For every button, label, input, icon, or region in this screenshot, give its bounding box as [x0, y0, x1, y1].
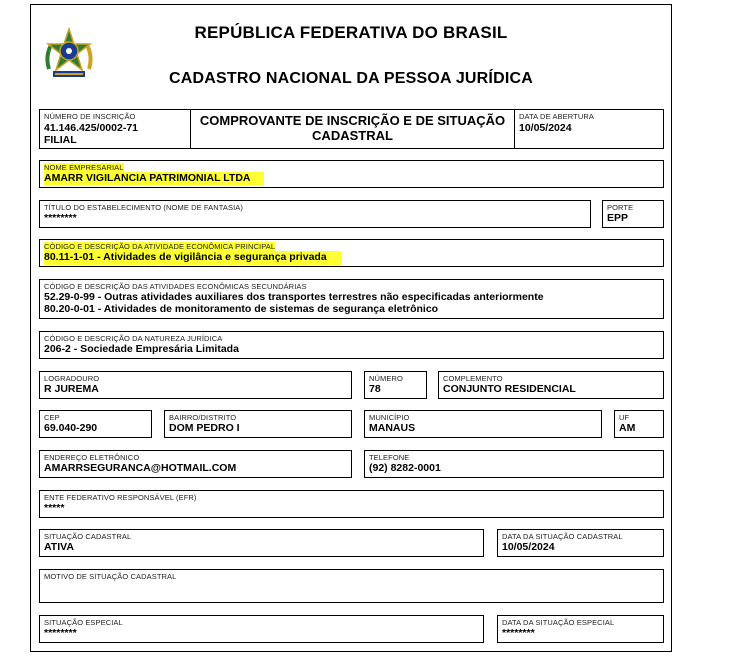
natureza-value: 206-2 - Sociedade Empresária Limitada	[44, 343, 239, 355]
cnpj-document	[30, 4, 672, 652]
comprovante-title	[191, 113, 514, 143]
data-situacao-value: 10/05/2024	[502, 541, 555, 553]
data-situacao-label: DATA DA SITUAÇÃO CADASTRAL	[502, 532, 623, 541]
municipio-box	[364, 410, 602, 438]
atividade-principal-value	[44, 251, 341, 263]
motivo-box	[39, 569, 664, 603]
data-situacao-especial-value: ********	[502, 627, 535, 639]
data-situacao-box	[497, 529, 664, 557]
uf-value: AM	[619, 422, 636, 434]
situacao-especial-box	[39, 615, 484, 643]
abertura-label: DATA DE ABERTURA	[519, 112, 594, 121]
atividade-principal-box	[39, 239, 664, 267]
comprovante-line-2: CADASTRAL	[312, 128, 393, 143]
porte-label: PORTE	[607, 203, 634, 212]
situacao-value: ATIVA	[44, 541, 74, 553]
inscricao-type: FILIAL	[44, 134, 77, 146]
cep-label: CEP	[44, 413, 60, 422]
municipio-value: MANAUS	[369, 422, 416, 434]
numero-value: 78	[369, 383, 381, 395]
telefone-value: (92) 8282-0001	[369, 462, 441, 474]
inscricao-number: 41.146.425/0002-71	[44, 122, 139, 134]
nome-empresarial-label: NOME EMPRESARIAL	[44, 163, 124, 172]
complemento-box	[438, 371, 664, 399]
atividade-secundaria-item: 52.29-0-99 - Outras atividades auxiliares dos transportes terrestres não especificadas anteriormente	[44, 291, 544, 303]
abertura-box	[514, 109, 664, 149]
nome-empresarial-value	[44, 172, 264, 184]
logradouro-label: LOGRADOURO	[44, 374, 100, 383]
bairro-label: BAIRRO/DISTRITO	[169, 413, 237, 422]
atividade-principal-label: CÓDIGO E DESCRIÇÃO DA ATIVIDADE ECONÔMICA PRINCIPAL	[44, 242, 276, 251]
comprovante-box	[190, 109, 515, 149]
telefone-box	[364, 450, 664, 478]
bairro-box	[164, 410, 352, 438]
inscricao-box	[39, 109, 191, 149]
data-situacao-especial-box	[497, 615, 664, 643]
comprovante-line-1: COMPROVANTE DE INSCRIÇÃO E DE SITUAÇÃO	[199, 113, 506, 128]
uf-box	[614, 410, 664, 438]
atividades-secundarias-box	[39, 279, 664, 319]
situacao-box	[39, 529, 484, 557]
registry-title: CADASTRO NACIONAL DA PESSOA JURÍDICA	[169, 70, 533, 87]
nome-empresarial-box	[39, 160, 664, 188]
efr-box	[39, 490, 664, 518]
atividade-secundaria-item: 80.20-0-01 - Atividades de monitoramento de sistemas de segurança eletrônico	[44, 303, 439, 315]
nome-empresarial-text: AMARR VIGILANCIA PATRIMONIAL LTDA	[44, 172, 264, 186]
titulo-box	[39, 200, 591, 228]
natureza-label: CÓDIGO E DESCRIÇÃO DA NATUREZA JURÍDICA	[44, 334, 223, 343]
complemento-value: CONJUNTO RESIDENCIAL	[443, 383, 576, 395]
titulo-value: ********	[44, 212, 77, 224]
numero-box	[364, 371, 427, 399]
uf-label: UF	[619, 413, 630, 422]
situacao-especial-label: SITUAÇÃO ESPECIAL	[44, 618, 123, 627]
email-value: AMARRSEGURANCA@HOTMAIL.COM	[44, 462, 237, 474]
bairro-value: DOM PEDRO I	[169, 422, 240, 434]
situacao-label: SITUAÇÃO CADASTRAL	[44, 532, 132, 541]
numero-label: NÚMERO	[369, 374, 403, 383]
porte-box	[602, 200, 664, 228]
municipio-label: MUNICÍPIO	[369, 413, 410, 422]
cep-box	[39, 410, 152, 438]
situacao-especial-value: ********	[44, 627, 77, 639]
telefone-label: TELEFONE	[369, 453, 410, 462]
natureza-box	[39, 331, 664, 359]
logradouro-box	[39, 371, 352, 399]
email-label: ENDEREÇO ELETRÔNICO	[44, 453, 140, 462]
efr-label: ENTE FEDERATIVO RESPONSÁVEL (EFR)	[44, 493, 197, 502]
email-box	[39, 450, 352, 478]
complemento-label: COMPLEMENTO	[443, 374, 503, 383]
data-situacao-especial-label: DATA DA SITUAÇÃO ESPECIAL	[502, 618, 615, 627]
cep-value: 69.040-290	[44, 422, 98, 434]
motivo-label: MOTIVO DE SITUAÇÃO CADASTRAL	[44, 572, 177, 581]
country-title: REPÚBLICA FEDERATIVA DO BRASIL	[194, 23, 508, 42]
titulo-label: TÍTULO DO ESTABELECIMENTO (NOME DE FANTASIA)	[44, 203, 244, 212]
atividade-principal-text: 80.11-1-01 - Atividades de vigilância e segurança privada	[44, 251, 341, 265]
inscricao-label: NÚMERO DE INSCRIÇÃO	[44, 112, 136, 121]
abertura-date: 10/05/2024	[519, 122, 572, 134]
efr-value: *****	[44, 502, 65, 514]
porte-value: EPP	[607, 212, 629, 224]
atividades-secundarias-label: CÓDIGO E DESCRIÇÃO DAS ATIVIDADES ECONÔMICAS SECUNDÁRIAS	[44, 282, 307, 291]
logradouro-value: R JUREMA	[44, 383, 99, 395]
